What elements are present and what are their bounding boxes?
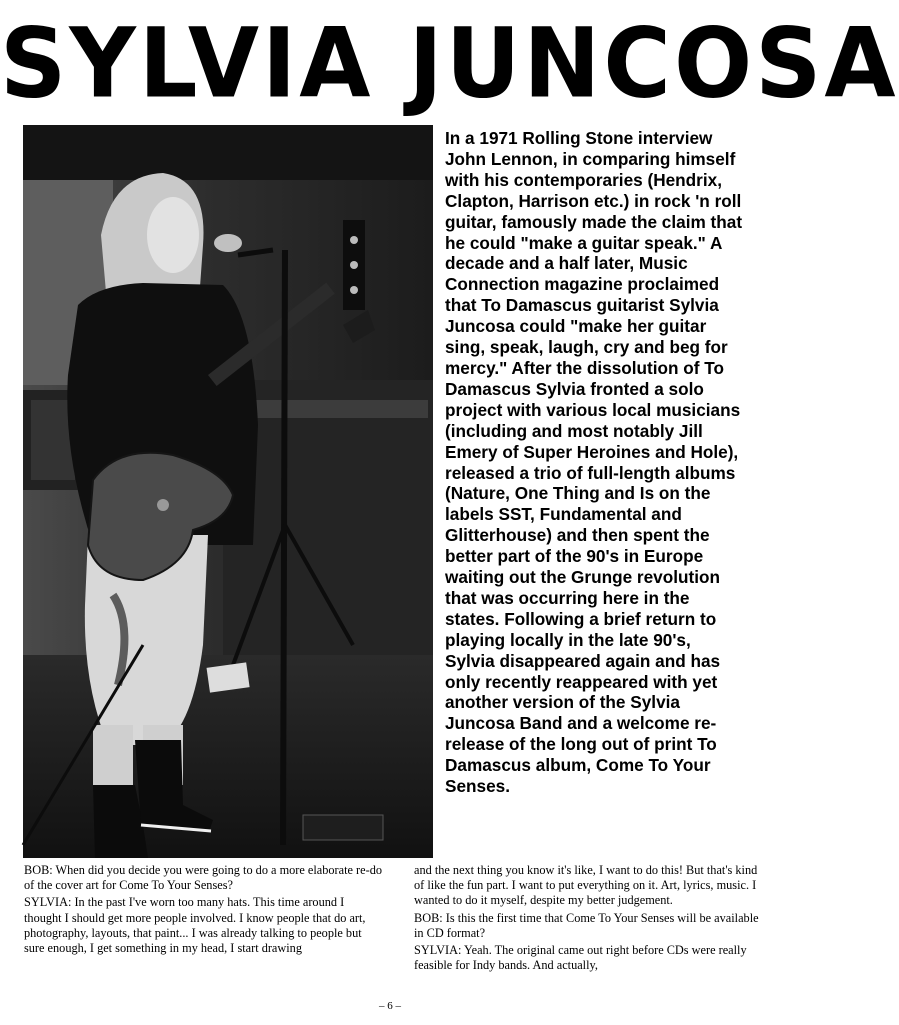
interview-paragraph: SYLVIA: In the past I've worn too many hats. This time around I thought I should get more people involved. I know people that do art, photography, layouts, that paint... I was already talking to people but sure enough, I get something in my head, I start drawing: [24, 895, 366, 956]
interview-paragraph: and the next thing you know it's like, I want to do this! But that's kind of like the fun part. I want to put everything on it. Art, lyrics, music. I wanted to do it myself, despite my better judgement.: [414, 863, 758, 908]
interview-paragraph: SYLVIA: Yeah. The original came out right before CDs were really feasible for Indy bands. And actually,: [414, 943, 747, 973]
page-number: – 6 –: [379, 1000, 401, 1012]
interview-paragraph: BOB: When did you decide you were going to do a more elaborate re-do of the cover art for Come To Your Senses?: [24, 863, 382, 893]
interview-column-right: [414, 863, 764, 975]
performer-photo: [23, 125, 433, 858]
article-title: SYLVIA JUNCOSA: [0, 7, 899, 120]
interview-column-left: [24, 863, 384, 958]
article-intro: In a 1971 Rolling Stone interview John Lennon, in comparing himself with his contemporaries (Hendrix, Clapton, Harrison etc.) in rock 'n roll guitar, famously made the claim that he could "make a guitar speak." A decade and a half later, Music Connection magazine proclaimed that To Damascus guitarist Sylvia Juncosa could "make her guitar sing, speak, laugh, cry and beg for mercy." After the dissolution of To Damascus Sylvia fronted a solo project with various local musicians (including and most notably Jill Emery of Super Heroines and Hole), released a trio of full-length albums (Nature, One Thing and Is on the labels SST, Fundamental and Glitterhouse) and then spent the better part of the 90's in Europe waiting out the Grunge revolution that was occurring here in the states. Following a brief return to playing locally in the late 90's, Sylvia disappeared again and has only recently reappeared with yet another version of the Sylvia Juncosa Band and a welcome re-release of the long out of print To Damascus album, Come To Your Senses.: [445, 128, 743, 797]
interview-paragraph: BOB: Is this the first time that Come To Your Senses will be available in CD format?: [414, 910, 759, 940]
